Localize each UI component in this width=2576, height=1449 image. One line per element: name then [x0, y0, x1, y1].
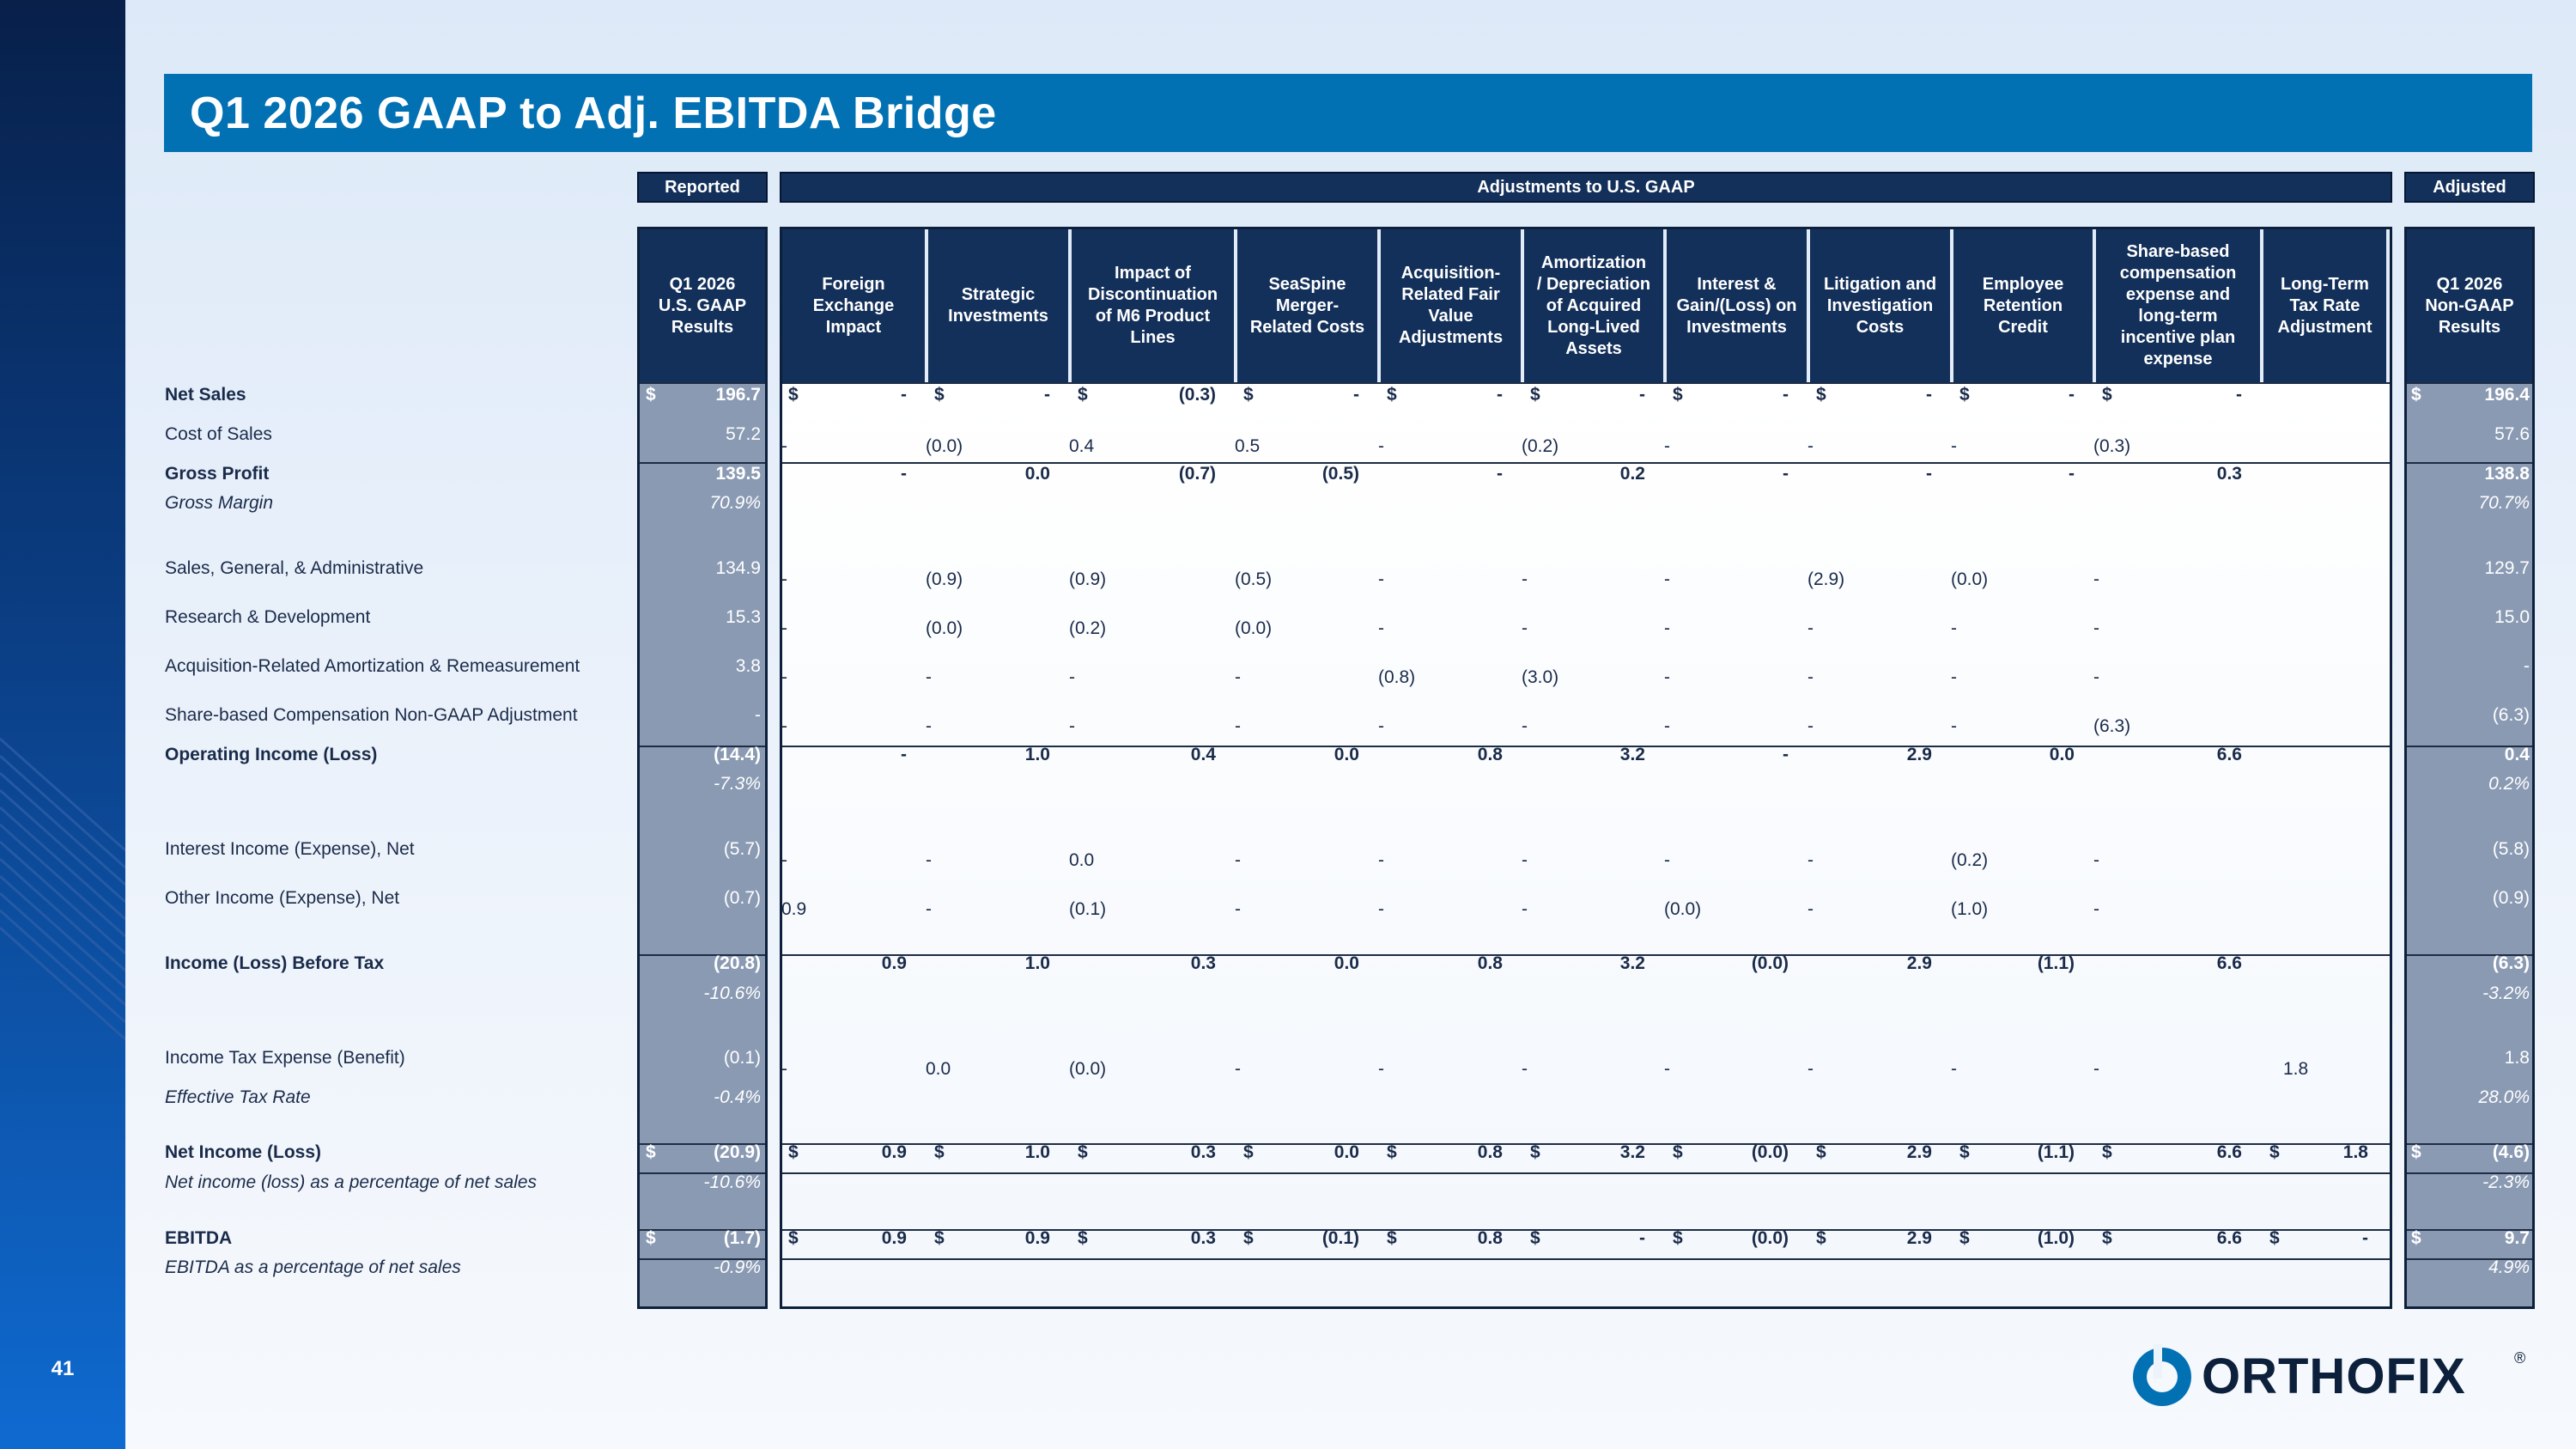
- reported-value: 3.8: [735, 656, 761, 676]
- adjustment-value: -: [1783, 464, 1789, 484]
- adjustment-value: (1.1): [2037, 1142, 2075, 1162]
- adjustment-value: -: [901, 745, 907, 764]
- adjustment-value: 1.0: [1024, 745, 1050, 764]
- adjustment-value: -: [1951, 618, 1957, 638]
- adjustment-value: -: [1044, 385, 1050, 405]
- trademark-symbol: ®: [2514, 1349, 2526, 1367]
- adjusted-group-header: Adjusted: [2404, 172, 2535, 203]
- adjustment-column-header: Amortization / Depreciation of Acquired Long-Lived Assets: [1524, 229, 1663, 382]
- adjustment-value: -: [781, 569, 787, 589]
- adjustment-value: 0.3: [1190, 1142, 1216, 1162]
- adjusted-value: 129.7: [2484, 558, 2530, 578]
- dollar-sign: $: [1816, 1142, 1826, 1162]
- adjustment-value: (0.0): [1751, 1228, 1789, 1248]
- adjustment-value: -: [1807, 1059, 1814, 1079]
- row-divider: [2407, 382, 2532, 384]
- dollar-sign: $: [1959, 1142, 1970, 1162]
- adjustment-value: 0.3: [1190, 1228, 1216, 1248]
- adjustment-value: 0.3: [2216, 464, 2242, 484]
- adjustment-value: -: [1951, 667, 1957, 687]
- adjustment-value: 1.0: [1024, 1142, 1050, 1162]
- dollar-sign: $: [1078, 1142, 1088, 1162]
- row-label: Gross Profit: [165, 464, 270, 484]
- adjustment-value: 0.8: [1477, 1142, 1503, 1162]
- adjustment-value: -: [2069, 464, 2075, 484]
- adjustment-value: (0.2): [1069, 618, 1107, 638]
- adjustment-value: (0.0): [1951, 569, 1989, 589]
- adjustment-value: -: [1378, 850, 1384, 870]
- adjustment-value: (1.0): [1951, 899, 1989, 919]
- adjusted-value: (6.3): [2492, 705, 2530, 725]
- adjustment-value: -: [781, 716, 787, 736]
- reported-value: 139.5: [715, 464, 761, 484]
- reported-value: (20.9): [714, 1142, 761, 1162]
- adjustment-value: -: [1235, 1059, 1241, 1079]
- adjustment-value: -: [1522, 899, 1528, 919]
- adjusted-value: -2.3%: [2482, 1172, 2530, 1192]
- adjusted-value: 4.9%: [2488, 1257, 2530, 1277]
- adjustment-value: -: [1664, 618, 1670, 638]
- reported-value: (14.4): [714, 745, 761, 764]
- adjustment-value: -: [1807, 618, 1814, 638]
- reported-value: -10.6%: [703, 983, 761, 1003]
- adjustment-value: 0.8: [1477, 1228, 1503, 1248]
- adjustment-column-header: Interest & Gain/(Loss) on Investments: [1667, 229, 1807, 382]
- dollar-sign: $: [1387, 1228, 1397, 1248]
- adjustment-value: 0.0: [1334, 1142, 1359, 1162]
- reported-value: (1.7): [723, 1228, 761, 1248]
- row-label: EBITDA: [165, 1228, 233, 1248]
- reported-value: -0.4%: [714, 1087, 761, 1107]
- reported-column-header: Q1 2026 U.S. GAAP Results: [640, 229, 765, 382]
- dollar-sign: $: [2102, 1228, 2112, 1248]
- dollar-sign: $: [1673, 1142, 1683, 1162]
- adjustment-value: -: [1497, 464, 1503, 484]
- adjustment-value: -: [1926, 385, 1932, 405]
- dollar-sign: $: [1387, 1142, 1397, 1162]
- adjustment-value: -: [926, 667, 932, 687]
- dollar-sign: $: [2411, 1142, 2421, 1162]
- adjustment-value: (1.1): [2037, 953, 2075, 973]
- adjustment-value: -: [1378, 1059, 1384, 1079]
- adjustment-value: -: [2093, 899, 2099, 919]
- adjustment-value: -: [1378, 436, 1384, 456]
- orthofix-logo: [2129, 1344, 2533, 1409]
- dollar-sign: $: [2269, 1228, 2280, 1248]
- adjustment-value: -: [1664, 850, 1670, 870]
- adjustment-value: (0.1): [1069, 899, 1107, 919]
- adjustment-value: -: [2093, 850, 2099, 870]
- adjustment-value: -: [1807, 850, 1814, 870]
- adjustment-value: -: [2093, 618, 2099, 638]
- adjustment-value: (0.0): [926, 618, 963, 638]
- adjustment-value: 0.0: [1024, 464, 1050, 484]
- dollar-sign: $: [1078, 1228, 1088, 1248]
- row-label: Interest Income (Expense), Net: [165, 839, 415, 859]
- adjustment-value: (3.0): [1522, 667, 1559, 687]
- adjustment-value: (0.3): [1178, 385, 1216, 405]
- adjusted-value: (0.9): [2492, 888, 2530, 908]
- adjustment-value: -: [926, 899, 932, 919]
- row-label: Share-based Compensation Non-GAAP Adjustment: [165, 705, 578, 725]
- row-label: Acquisition-Related Amortization & Remeasurement: [165, 656, 580, 676]
- adjustments-body: [782, 382, 2390, 1306]
- adjustment-value: 3.2: [1619, 1142, 1645, 1162]
- adjusted-column-header: Q1 2026 Non-GAAP Results: [2407, 229, 2532, 382]
- adjustment-value: 0.4: [1069, 436, 1095, 456]
- row-label: Sales, General, & Administrative: [165, 558, 424, 578]
- adjustment-value: -: [2093, 1059, 2099, 1079]
- dollar-sign: $: [788, 385, 799, 405]
- adjustment-value: -: [1639, 385, 1645, 405]
- adjustment-value: (0.2): [1522, 436, 1559, 456]
- adjustment-value: -: [1951, 716, 1957, 736]
- dollar-sign: $: [1959, 385, 1970, 405]
- adjustment-value: -: [781, 436, 787, 456]
- adjustment-value: (0.0): [1069, 1059, 1107, 1079]
- reported-value: (0.1): [723, 1048, 761, 1068]
- adjustment-value: -: [1783, 385, 1789, 405]
- adjustment-value: (0.9): [1069, 569, 1107, 589]
- adjustment-value: 0.9: [881, 953, 907, 973]
- reported-value: 70.9%: [709, 493, 761, 513]
- row-label: Net Income (Loss): [165, 1142, 322, 1162]
- adjustment-column-header: Employee Retention Credit: [1953, 229, 2093, 382]
- adjustment-value: -: [926, 850, 932, 870]
- dollar-sign: $: [2102, 1142, 2112, 1162]
- adjustment-value: -: [781, 1059, 787, 1079]
- adjustment-column-header: Acquisition- Related Fair Value Adjustments: [1381, 229, 1521, 382]
- adjustment-value: -: [2236, 385, 2242, 405]
- adjustment-value: 2.9: [1906, 1228, 1932, 1248]
- adjustment-value: 0.8: [1477, 745, 1503, 764]
- dollar-sign: $: [1959, 1228, 1970, 1248]
- logo-text: ORTHOFIX: [2202, 1349, 2466, 1404]
- adjustment-value: -: [1807, 899, 1814, 919]
- adjustment-value: 1.0: [1024, 953, 1050, 973]
- dollar-sign: $: [1816, 385, 1826, 405]
- dollar-sign: $: [1530, 385, 1540, 405]
- adjustment-value: -: [1378, 569, 1384, 589]
- adjusted-value: 0.2%: [2488, 774, 2530, 794]
- row-divider: [782, 1172, 2390, 1174]
- adjustment-value: 3.2: [1619, 953, 1645, 973]
- adjustment-value: -: [1353, 385, 1359, 405]
- adjustment-value: -: [1378, 899, 1384, 919]
- adjustment-column-header: Long-Term Tax Rate Adjustment: [2263, 229, 2386, 382]
- adjustment-value: 2.9: [1906, 745, 1932, 764]
- adjustment-value: (0.8): [1378, 667, 1416, 687]
- adjusted-value: (4.6): [2492, 1142, 2530, 1162]
- row-label: Operating Income (Loss): [165, 745, 378, 764]
- adjustment-value: -: [1378, 618, 1384, 638]
- adjusted-value: 138.8: [2484, 464, 2530, 484]
- adjusted-value: 70.7%: [2478, 493, 2530, 513]
- adjustment-value: (0.0): [926, 436, 963, 456]
- adjusted-value: 0.4: [2504, 745, 2530, 764]
- adjustment-value: -: [1664, 667, 1670, 687]
- dollar-sign: $: [1673, 385, 1683, 405]
- adjustment-value: -: [1639, 1228, 1645, 1248]
- dollar-sign: $: [788, 1142, 799, 1162]
- adjustment-value: -: [1807, 716, 1814, 736]
- adjustment-value: -: [1664, 569, 1670, 589]
- adjustment-value: -: [926, 716, 932, 736]
- adjustment-value: -: [781, 850, 787, 870]
- adjustment-value: -: [2362, 1228, 2368, 1248]
- adjustment-value: -: [1783, 745, 1789, 764]
- adjustment-value: -: [1951, 1059, 1957, 1079]
- adjustment-value: (0.0): [1751, 1142, 1789, 1162]
- adjustment-column-header: Share-based compensation expense and long-term incentive plan expense: [2096, 229, 2260, 382]
- row-label: Net Sales: [165, 385, 246, 405]
- adjustment-value: (0.0): [1235, 618, 1273, 638]
- adjustment-value: -: [1069, 716, 1075, 736]
- page-number: 41: [51, 1357, 75, 1380]
- adjustment-value: 0.0: [926, 1059, 951, 1079]
- adjustment-value: -: [1522, 716, 1528, 736]
- adjustment-value: 0.0: [2049, 745, 2075, 764]
- adjustment-value: -: [901, 464, 907, 484]
- adjustment-value: -: [1497, 385, 1503, 405]
- adjustment-value: -: [2093, 569, 2099, 589]
- adjustment-value: -: [1522, 850, 1528, 870]
- adjustment-value: (0.5): [1235, 569, 1273, 589]
- dollar-sign: $: [1387, 385, 1397, 405]
- dollar-sign: $: [1673, 1228, 1683, 1248]
- adjustment-value: 0.8: [1477, 953, 1503, 973]
- adjustment-value: (0.9): [926, 569, 963, 589]
- dollar-sign: $: [646, 1142, 656, 1162]
- adjustment-value: -: [901, 385, 907, 405]
- sidebar-stripes: [0, 0, 125, 1449]
- adjustment-value: -: [1069, 667, 1075, 687]
- adjustment-value: (6.3): [2093, 716, 2131, 736]
- reported-value: -: [755, 705, 761, 725]
- row-label: Net income (loss) as a percentage of net sales: [165, 1172, 538, 1192]
- adjustment-value: 6.6: [2216, 745, 2242, 764]
- dollar-sign: $: [1530, 1142, 1540, 1162]
- row-divider: [640, 382, 765, 384]
- adjustment-value: 0.0: [1069, 850, 1095, 870]
- adjustment-value: 0.5: [1235, 436, 1261, 456]
- dollar-sign: $: [1816, 1228, 1826, 1248]
- row-label: Gross Margin: [165, 493, 274, 513]
- adjustment-column-header: Foreign Exchange Impact: [782, 229, 925, 382]
- adjusted-value: 9.7: [2504, 1228, 2530, 1248]
- adjustment-column-header: SeaSpine Merger- Related Costs: [1237, 229, 1377, 382]
- dollar-sign: $: [934, 1228, 945, 1248]
- adjusted-value: (5.8): [2492, 839, 2530, 859]
- dollar-sign: $: [2411, 385, 2421, 405]
- adjustment-value: 1.8: [2283, 1059, 2309, 1079]
- adjusted-value: 28.0%: [2478, 1087, 2530, 1107]
- adjustment-value: 0.9: [881, 1142, 907, 1162]
- adjusted-value: 57.6: [2494, 424, 2530, 444]
- adjustment-value: 0.9: [1024, 1228, 1050, 1248]
- adjustment-value: (0.7): [1178, 464, 1216, 484]
- dollar-sign: $: [1530, 1228, 1540, 1248]
- adjustment-value: (0.5): [1321, 464, 1359, 484]
- adjustment-value: -: [1235, 667, 1241, 687]
- adjustment-value: (1.0): [2037, 1228, 2075, 1248]
- adjustment-value: -: [1378, 716, 1384, 736]
- adjustment-value: (0.2): [1951, 850, 1989, 870]
- adjustment-value: 0.2: [1619, 464, 1645, 484]
- sidebar-decoration: [0, 0, 125, 1449]
- dollar-sign: $: [2102, 385, 2112, 405]
- adjustment-column-header: Litigation and Investigation Costs: [1810, 229, 1950, 382]
- adjustment-value: -: [1522, 569, 1528, 589]
- reported-value: (0.7): [723, 888, 761, 908]
- dollar-sign: $: [934, 1142, 945, 1162]
- adjustment-value: -: [1235, 716, 1241, 736]
- reported-value: 57.2: [726, 424, 761, 444]
- adjustment-value: 0.3: [1190, 953, 1216, 973]
- adjustment-value: 2.9: [1906, 953, 1932, 973]
- adjustment-value: 3.2: [1619, 745, 1645, 764]
- adjusted-value: (6.3): [2492, 953, 2530, 973]
- dollar-sign: $: [1243, 1142, 1254, 1162]
- adjustment-value: -: [1951, 436, 1957, 456]
- adjustment-value: 6.6: [2216, 953, 2242, 973]
- adjustment-value: -: [781, 667, 787, 687]
- adjustment-value: -: [1522, 1059, 1528, 1079]
- reported-group-header: Reported: [637, 172, 768, 203]
- dollar-sign: $: [788, 1228, 799, 1248]
- reported-value: -0.9%: [714, 1257, 761, 1277]
- row-label: Income (Loss) Before Tax: [165, 953, 385, 973]
- adjusted-value: 15.0: [2494, 607, 2530, 627]
- adjustment-value: 6.6: [2216, 1228, 2242, 1248]
- adjustment-value: 0.9: [781, 899, 807, 919]
- reported-value: -10.6%: [703, 1172, 761, 1192]
- adjustment-value: -: [1807, 667, 1814, 687]
- adjustment-value: -: [1807, 436, 1814, 456]
- adjustment-value: 0.0: [1334, 745, 1359, 764]
- reported-value: 134.9: [715, 558, 761, 578]
- adjustment-value: -: [1235, 899, 1241, 919]
- adjustment-value: (0.0): [1751, 953, 1789, 973]
- adjustment-value: 1.8: [2342, 1142, 2368, 1162]
- adjusted-value: -: [2524, 656, 2530, 676]
- adjustment-value: (0.3): [2093, 436, 2131, 456]
- adjustment-column-header: Strategic Investments: [928, 229, 1068, 382]
- adjustment-value: 0.9: [881, 1228, 907, 1248]
- adjustment-value: 6.6: [2216, 1142, 2242, 1162]
- dollar-sign: $: [646, 385, 656, 405]
- adjustment-value: -: [1664, 436, 1670, 456]
- adjustment-column-header: Impact of Discontinuation of M6 Product Lines: [1072, 229, 1234, 382]
- adjustment-value: -: [1926, 464, 1932, 484]
- adjustment-value: (0.0): [1664, 899, 1702, 919]
- dollar-sign: $: [646, 1228, 656, 1248]
- adjustment-value: 0.4: [1190, 745, 1216, 764]
- reported-value: (20.8): [714, 953, 761, 973]
- dollar-sign: $: [1243, 385, 1254, 405]
- row-label: EBITDA as a percentage of net sales: [165, 1257, 461, 1277]
- adjustment-value: -: [2093, 667, 2099, 687]
- dollar-sign: $: [2269, 1142, 2280, 1162]
- row-label: Cost of Sales: [165, 424, 272, 444]
- adjusted-value: 196.4: [2484, 385, 2530, 405]
- adjusted-value: 1.8: [2504, 1048, 2530, 1068]
- dollar-sign: $: [2411, 1228, 2421, 1248]
- adjustment-value: -: [2069, 385, 2075, 405]
- row-divider: [782, 1258, 2390, 1260]
- row-label: Effective Tax Rate: [165, 1087, 311, 1107]
- adjustment-value: (0.1): [1321, 1228, 1359, 1248]
- adjustment-value: -: [1522, 618, 1528, 638]
- row-divider: [782, 382, 2390, 384]
- row-label: Income Tax Expense (Benefit): [165, 1048, 405, 1068]
- orthofix-mark-icon: [2129, 1344, 2195, 1409]
- adjustment-value: -: [1235, 850, 1241, 870]
- dollar-sign: $: [1078, 385, 1088, 405]
- adjusted-value: -3.2%: [2482, 983, 2530, 1003]
- adjustment-value: 0.0: [1334, 953, 1359, 973]
- dollar-sign: $: [934, 385, 945, 405]
- adjustment-value: -: [1664, 1059, 1670, 1079]
- adjustment-value: -: [1664, 716, 1670, 736]
- row-label: Other Income (Expense), Net: [165, 888, 400, 908]
- adjustment-value: -: [781, 618, 787, 638]
- reported-value: 196.7: [715, 385, 761, 405]
- page-title: Q1 2026 GAAP to Adj. EBITDA Bridge: [190, 88, 997, 138]
- title-bar: [164, 74, 2532, 152]
- adjustment-value: (2.9): [1807, 569, 1845, 589]
- reported-value: (5.7): [723, 839, 761, 859]
- adjustments-group-header: Adjustments to U.S. GAAP: [780, 172, 2392, 203]
- dollar-sign: $: [1243, 1228, 1254, 1248]
- reported-value: 15.3: [726, 607, 761, 627]
- reported-value: -7.3%: [714, 774, 761, 794]
- row-label: Research & Development: [165, 607, 371, 627]
- adjustment-value: 2.9: [1906, 1142, 1932, 1162]
